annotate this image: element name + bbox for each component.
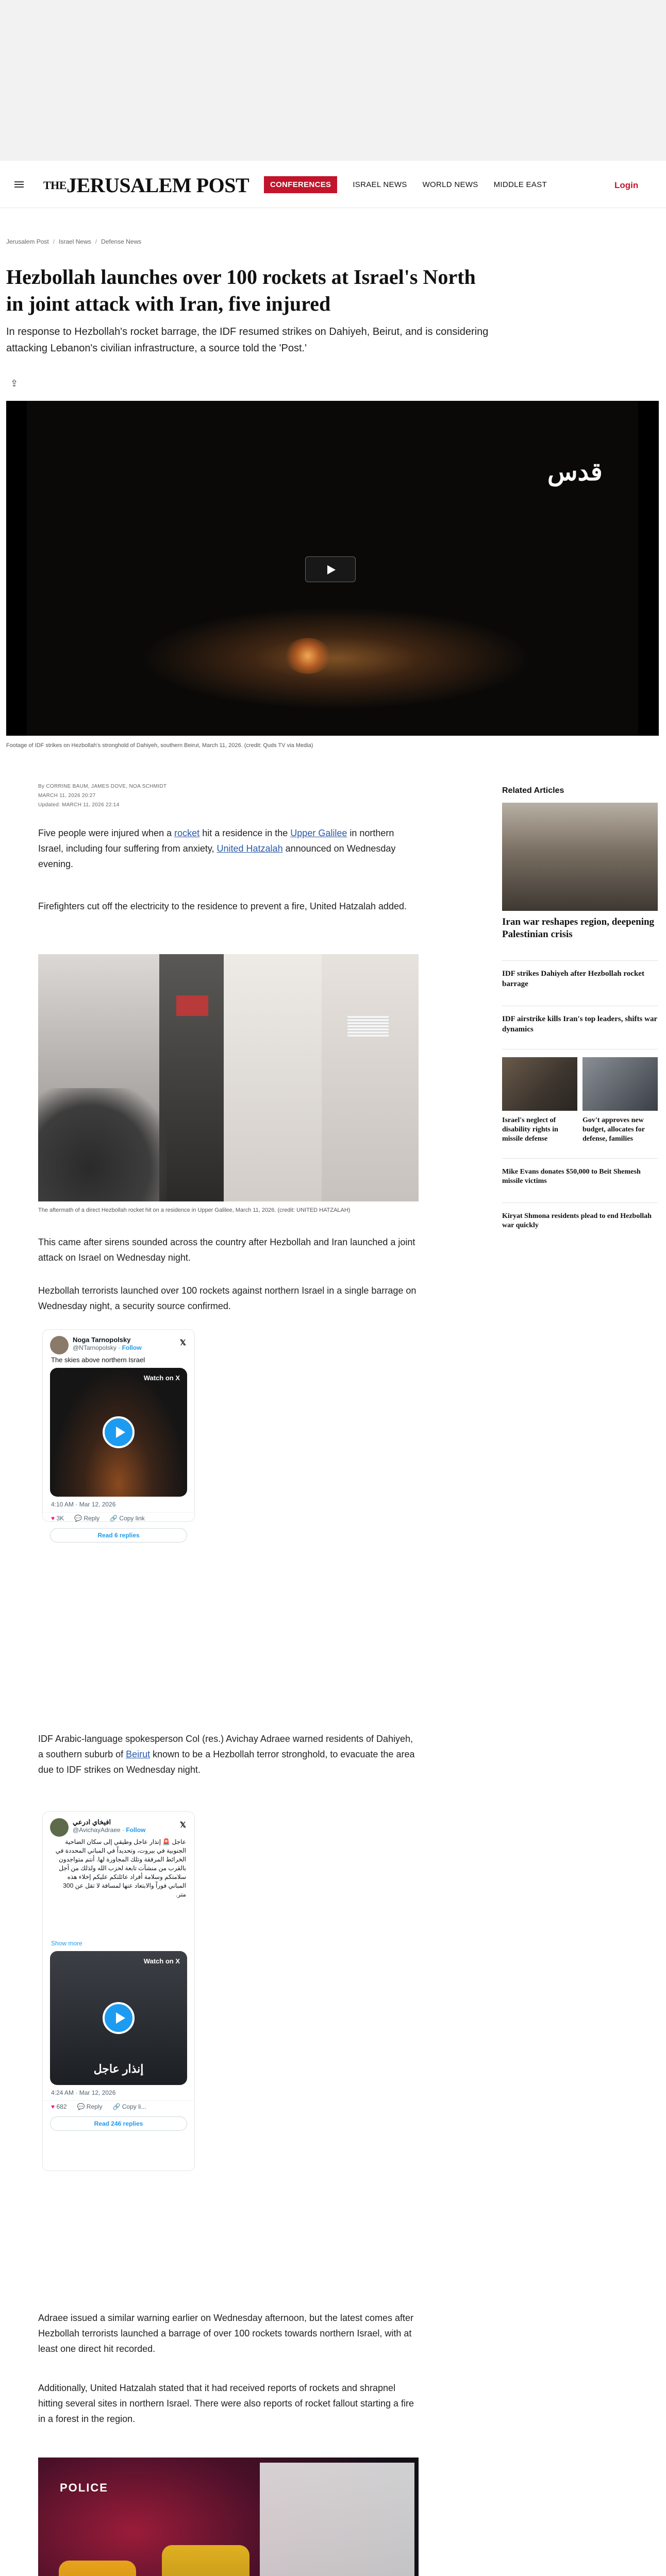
tweet-video[interactable] <box>50 1951 187 2085</box>
video-caption: Footage of IDF strikes on Hezbollah's stronghold of Dahiyeh, southern Beirut, March 11, 2026. (credit: Quds TV via Media) <box>6 742 313 749</box>
link-beirut[interactable]: Beirut <box>126 1749 151 1759</box>
article-subtitle: In response to Hezbollah's rocket barrage, the IDF resumed strikes on Dahiyeh, Beirut, and is considering attacking Lebanon's civilian infrastructure, a source told the 'Post.' <box>6 326 489 354</box>
related-article-title[interactable]: Israel's neglect of disability rights in missile defense <box>502 1116 558 1143</box>
embedded-tweet[interactable]: افيخاي ادرعي @AvichayAdraee · Follow 𝕏 عاجل 🚨 إنذار عاجل وطيقي إلى سكان الضاحية الجنوبية في بيروت، وتحديداً في المباني المحددة في الخرائط المرفقة وتلك المجاورة لها. أنتم متواجدون بالقرب من منشآت تابعة لحزب الله ولذلك من أجل سلامتكم وسلامة أفراد عائلتكم عليكم إخلاء هذه المباني فوراً والابتعاد عنها لمسافة لا تقل عن 300 متر. Show more Watch on X إنذار عاجل 4:24 AM · Mar 12, 2026 ♥ 682 💬 Reply 🔗 Copy li... Read 246 replies <box>42 1811 195 2171</box>
article-image <box>38 954 419 1201</box>
related-articles-heading: Related Articles <box>502 786 564 795</box>
related-article-image[interactable] <box>582 1057 658 1111</box>
tweet-timestamp[interactable]: 4:24 AM · Mar 12, 2026 <box>51 2089 116 2096</box>
tweet-handle[interactable]: @NTarnopolsky <box>73 1344 116 1351</box>
watch-on-x-label[interactable]: Watch on X <box>143 1374 180 1382</box>
link-united-hatzalah[interactable]: United Hatzalah <box>217 843 283 854</box>
read-replies-button[interactable]: Read 246 replies <box>50 2116 187 2131</box>
byline-authors: By CORRINE BAUM, JAMES DOVE, NOA SCHMIDT <box>38 784 167 789</box>
breadcrumb: Jerusalem Post / Israel News / Defense News <box>6 238 142 245</box>
article-paragraph: IDF Arabic-language spokesperson Col (res.) Avichay Adraee warned residents of Dahiyeh, a southern suburb of Beirut known to be a Hezbollah terror stronghold, to evacuate the area due to IDF strikes on Wednesday night. <box>38 1734 415 1775</box>
video-overlay-text: إنذار عاجل <box>93 2062 144 2075</box>
breadcrumb-item[interactable]: Israel News <box>59 238 91 245</box>
follow-button[interactable]: Follow <box>122 1344 142 1351</box>
like-button[interactable]: ♥ 682 <box>51 2103 67 2110</box>
video-player[interactable] <box>6 401 659 736</box>
related-article-title[interactable]: Mike Evans donates $50,000 to Beit Shemesh missile victims <box>502 1168 641 1185</box>
tweet-video[interactable] <box>50 1368 187 1497</box>
article-image <box>38 2458 419 2576</box>
read-replies-button[interactable]: Read 6 replies <box>50 1528 187 1543</box>
avatar[interactable] <box>50 1818 69 1837</box>
copy-link-button[interactable]: 🔗 Copy link <box>110 1515 145 1522</box>
tweet-text: عاجل 🚨 إنذار عاجل وطيقي إلى سكان الضاحية الجنوبية في بيروت، وتحديداً في المباني المحددة في الخرائط المرفقة وتلك المجاورة لها. أنتم متواجدون بالقرب من منشآت تابعة لحزب الله ولذلك من أجل سلامتكم وسلامة أفراد عائلتكم عليكم إخلاء هذه المباني فوراً والابتعاد عنها لمسافة لا تقل عن 300 متر. <box>55 1838 186 1898</box>
article-paragraph: Firefighters cut off the electricity to the residence to prevent a fire, United Hatzalah added. <box>38 901 407 911</box>
site-header <box>0 161 666 208</box>
tweet-text: The skies above northern Israel <box>51 1356 145 1364</box>
login-link[interactable]: Login <box>614 180 639 190</box>
related-article-title[interactable]: Gov't approves new budget, allocates for defense, families <box>582 1116 645 1143</box>
avatar[interactable] <box>50 1336 69 1354</box>
page-title: Hezbollah launches over 100 rockets at Israel's North in joint attack with Iran, five injured <box>6 265 476 315</box>
x-logo-icon[interactable]: 𝕏 <box>179 1821 186 1829</box>
article-paragraph: Adraee issued a similar warning earlier on Wednesday afternoon, but the latest comes after Hezbollah terrorists launched a barrage of over 100 rockets towards northern Israel, with at least one direct hit recorded. <box>38 2313 414 2354</box>
video-brand-logo: قدس <box>547 459 603 486</box>
watch-on-x-label[interactable]: Watch on X <box>143 1957 180 1965</box>
play-icon[interactable] <box>103 1416 135 1448</box>
copy-link-button[interactable]: 🔗 Copy li... <box>112 2103 146 2110</box>
related-article-title[interactable]: IDF strikes Dahiyeh after Hezbollah rocket barrage <box>502 970 644 988</box>
video-frame <box>140 607 532 710</box>
nav-world-news[interactable]: WORLD NEWS <box>422 180 478 189</box>
tweet-handle[interactable]: @AvichayAdraee <box>73 1826 121 1834</box>
follow-button[interactable]: Follow <box>126 1826 146 1834</box>
article-paragraph: Five people were injured when a rocket hit a residence in the Upper Galilee in northern Israel, including four suffering from anxiety, United Hatzalah announced on Wednesday evening. <box>38 828 396 869</box>
show-more-link[interactable]: Show more <box>51 1940 82 1947</box>
embedded-tweet[interactable]: Noga Tarnopolsky @NTarnopolsky · Follow 𝕏 The skies above northern Israel Watch on X 4:10 AM · Mar 12, 2026 ♥ 3K 💬 Reply 🔗 Copy link Read 6 replies <box>42 1329 195 1522</box>
article-paragraph: Additionally, United Hatzalah stated that it had received reports of rockets and shrapnel hitting several sites in northern Israel. There were also reports of rocket fallout starting a fire in a forest in the region. <box>38 2383 414 2424</box>
like-button[interactable]: ♥ 3K <box>51 1515 64 1522</box>
tweet-author[interactable]: افيخاي ادرعي <box>73 1818 111 1826</box>
article-paragraph: Hezbollah terrorists launched over 100 rockets against northern Israel in a single barrage on Wednesday night, a security source confirmed. <box>38 1285 417 1311</box>
related-article-title[interactable]: Iran war reshapes region, deepening Palestinian crisis <box>502 917 655 940</box>
x-logo-icon[interactable]: 𝕏 <box>179 1338 186 1347</box>
main-nav <box>264 176 547 193</box>
play-icon[interactable] <box>103 2002 135 2034</box>
reply-button[interactable]: 💬 Reply <box>74 1515 100 1522</box>
byline <box>38 783 166 809</box>
menu-icon[interactable] <box>14 181 24 188</box>
article-paragraph: This came after sirens sounded across the country after Hezbollah and Iran launched a joint attack on Israel on Wednesday night. <box>38 1237 415 1263</box>
nav-conferences[interactable]: CONFERENCES <box>264 176 337 193</box>
tweet-timestamp[interactable]: 4:10 AM · Mar 12, 2026 <box>51 1501 116 1508</box>
ad-banner <box>0 0 666 161</box>
nav-middle-east[interactable]: MIDDLE EAST <box>493 180 547 189</box>
related-article-image[interactable] <box>502 803 658 911</box>
byline-updated: Updated: MARCH 11, 2026 22:14 <box>38 802 120 808</box>
link-rocket[interactable]: rocket <box>174 828 200 838</box>
image-caption: The aftermath of a direct Hezbollah rocket hit on a residence in Upper Galilee, March 11, 2026. (credit: UNITED HATZALAH) <box>38 1207 351 1213</box>
tweet-author[interactable]: Noga Tarnopolsky <box>73 1336 131 1344</box>
reply-button[interactable]: 💬 Reply <box>77 2103 103 2110</box>
play-button[interactable] <box>305 556 356 582</box>
breadcrumb-item[interactable]: Defense News <box>101 238 142 245</box>
related-article-title[interactable]: Kiryat Shmona residents plead to end Hezbollah war quickly <box>502 1212 652 1229</box>
image-text: POLICE <box>60 2481 108 2494</box>
site-logo[interactable]: $^{THE}$JERUSALEM POST <box>43 174 249 197</box>
related-article-title[interactable]: IDF airstrike kills Iran's top leaders, shifts war dynamics <box>502 1015 657 1033</box>
nav-israel-news[interactable]: ISRAEL NEWS <box>353 180 407 189</box>
byline-date: MARCH 11, 2026 20:27 <box>38 793 96 799</box>
tweet-actions <box>43 1512 194 1526</box>
related-article-image[interactable] <box>502 1057 577 1111</box>
share-icon[interactable]: ⇪ <box>10 378 19 388</box>
breadcrumb-item[interactable]: Jerusalem Post <box>6 238 49 245</box>
tweet-actions <box>43 2100 194 2114</box>
link-upper-galilee[interactable]: Upper Galilee <box>290 828 347 838</box>
